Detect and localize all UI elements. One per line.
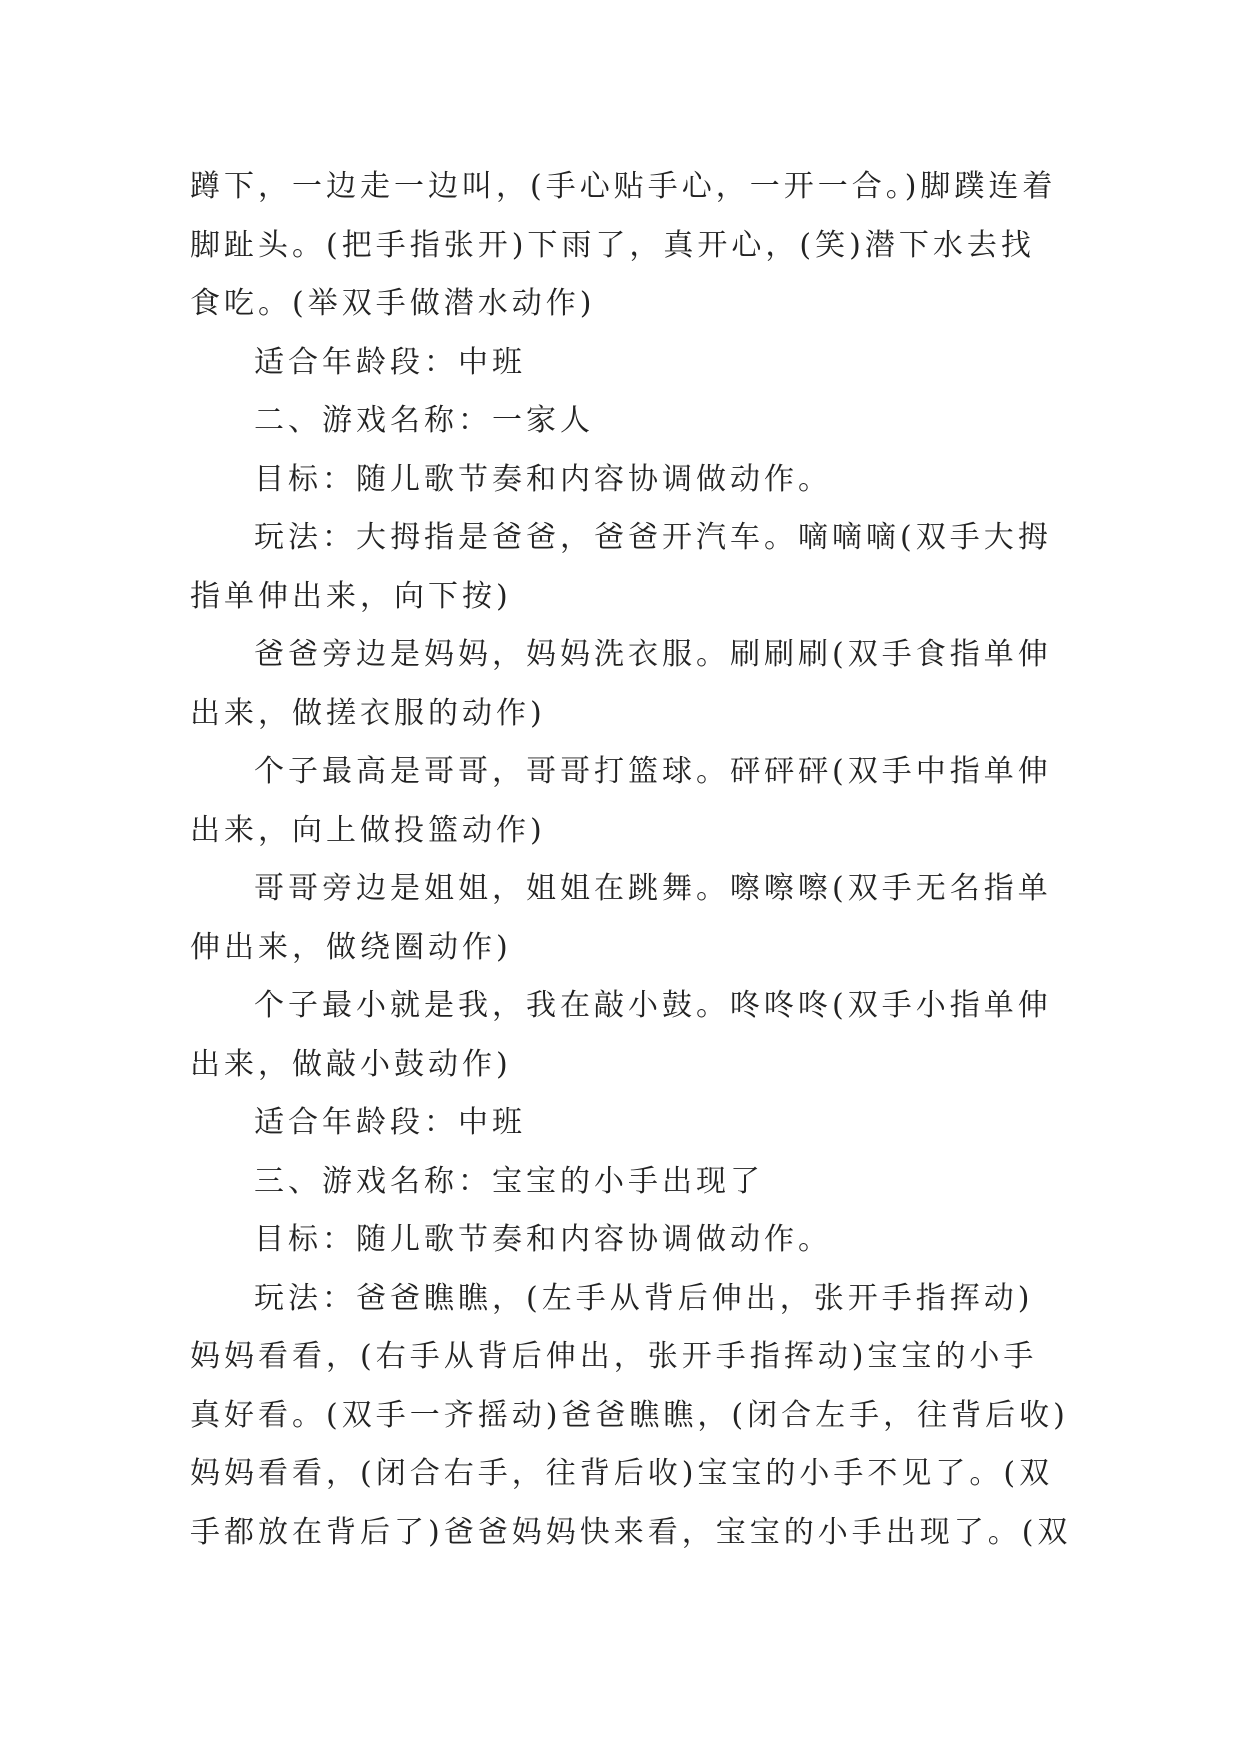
- text-line: 目标：随儿歌节奏和内容协调做动作。: [254, 461, 832, 497]
- text-line: 伸出来，做绕圈动作): [190, 929, 512, 965]
- text-line: 出来，做搓衣服的动作): [190, 695, 546, 731]
- text-line: 出来，做敲小鼓动作): [190, 1046, 512, 1082]
- text-line: 目标：随儿歌节奏和内容协调做动作。: [254, 1222, 832, 1257]
- text-line: 妈妈看看，(右手从背后伸出，张开手指挥动)宝宝的小手: [190, 1339, 1038, 1374]
- text-line: 玩法：爸爸瞧瞧，(左手从背后伸出，张开手指挥动): [254, 1280, 1034, 1316]
- text-line: 哥哥旁边是姐姐，姐姐在跳舞。嚓嚓嚓(双手无名指单: [254, 871, 1052, 906]
- text-line: 爸爸旁边是妈妈，妈妈洗衣服。刷刷刷(双手食指单伸: [254, 637, 1052, 672]
- document-body: [190, 158, 1072, 1562]
- text-line: 食吃。(举双手做潜水动作): [190, 286, 596, 321]
- text-line: 真好看。(双手一齐摇动)爸爸瞧瞧，(闭合左手，往背后收): [190, 1397, 1069, 1433]
- text-line: 适合年龄段：中班: [254, 1105, 526, 1140]
- text-line: 指单伸出来，向下按): [190, 578, 512, 614]
- text-line: 适合年龄段：中班: [254, 344, 526, 380]
- text-line: 出来，向上做投篮动作): [190, 812, 546, 848]
- section-heading: 三、游戏名称：宝宝的小手出现了: [254, 1163, 764, 1199]
- text-line: 脚趾头。(把手指张开)下雨了，真开心，(笑)潜下水去找: [190, 227, 1035, 263]
- section-heading: 二、游戏名称：一家人: [254, 403, 594, 438]
- text-line: 手都放在背后了)爸爸妈妈快来看，宝宝的小手出现了。(双: [190, 1514, 1072, 1550]
- text-line: 个子最高是哥哥，哥哥打篮球。砰砰砰(双手中指单伸: [254, 754, 1052, 789]
- text-line: 个子最小就是我，我在敲小鼓。咚咚咚(双手小指单伸: [254, 988, 1052, 1023]
- text-line: 蹲下，一边走一边叫，(手心贴手心，一开一合。)脚蹼连着: [190, 169, 1057, 204]
- text-line: 玩法：大拇指是爸爸，爸爸开汽车。嘀嘀嘀(双手大拇: [254, 520, 1052, 555]
- text-line: 妈妈看看，(闭合右手，往背后收)宝宝的小手不见了。(双: [190, 1456, 1054, 1491]
